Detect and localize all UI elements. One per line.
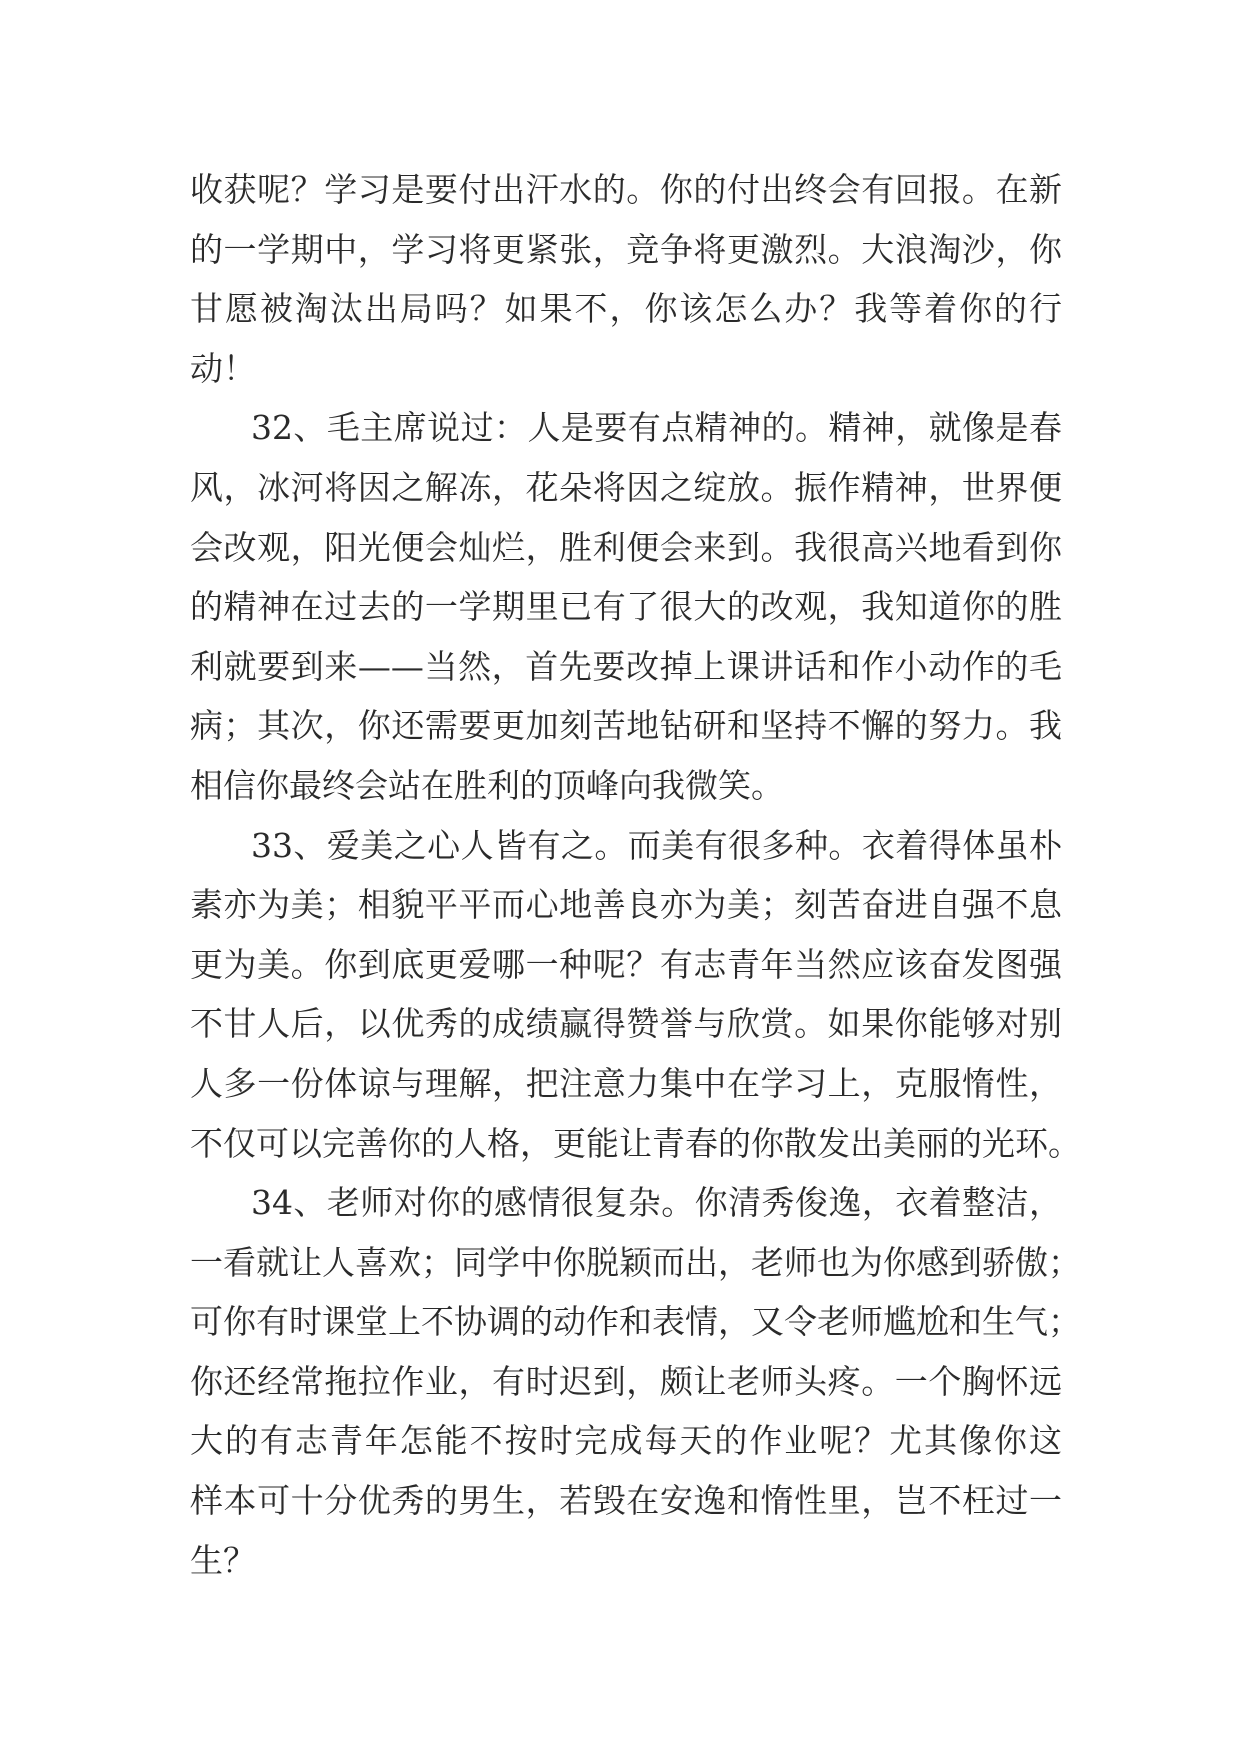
paragraph-32-first-line: 32、毛主席说过：人是要有点精神的。精神，就像是春 <box>251 408 1062 448</box>
text-line: 病；其次，你还需要更加刻苦地钻研和坚持不懈的努力。我 <box>190 706 1062 746</box>
text-line: 会改观，阳光便会灿烂，胜利便会来到。我很高兴地看到你 <box>190 527 1062 567</box>
text-line: 素亦为美；相貌平平而心地善良亦为美；刻苦奋进自强不息 <box>190 885 1062 925</box>
body-text <box>190 160 1081 1590</box>
text-line: 甘愿被淘汰出局吗？如果不，你该怎么办？我等着你的行 <box>190 289 1062 329</box>
text-line: 收获呢？学习是要付出汗水的。你的付出终会有回报。在新 <box>190 170 1062 209</box>
text-line: 利就要到来——当然，首先要改掉上课讲话和作小动作的毛 <box>190 646 1062 686</box>
text-line: 更为美。你到底更爱哪一种呢？有志青年当然应该奋发图强 <box>190 944 1062 984</box>
text-line: 样本可十分优秀的男生，若毁在安逸和惰性里，岂不枉过一 <box>190 1481 1062 1521</box>
text-line: 不仅可以完善你的人格，更能让青春的你散发出美丽的光环。 <box>190 1123 1081 1163</box>
text-line: 生？ <box>190 1540 256 1580</box>
text-line: 的精神在过去的一学期里已有了很大的改观，我知道你的胜 <box>190 587 1062 627</box>
text-line: 可你有时课堂上不协调的动作和表情，又令老师尴尬和生气； <box>190 1302 1081 1342</box>
text-line: 风，冰河将因之解冻，花朵将因之绽放。振作精神，世界便 <box>190 467 1062 507</box>
text-line: 相信你最终会站在胜利的顶峰向我微笑。 <box>190 765 784 805</box>
text-line: 大的有志青年怎能不按时完成每天的作业呢？尤其像你这 <box>190 1421 1062 1461</box>
text-line: 人多一份体谅与理解，把注意力集中在学习上，克服惰性， <box>190 1063 1062 1103</box>
text-line: 不甘人后，以优秀的成绩赢得赞誉与欣赏。如果你能够对别 <box>190 1004 1062 1044</box>
text-line: 一看就让人喜欢；同学中你脱颖而出，老师也为你感到骄傲； <box>190 1242 1081 1282</box>
text-line: 的一学期中，学习将更紧张，竞争将更激烈。大浪淘沙，你 <box>190 229 1062 269</box>
paragraph-33-first-line: 33、爱美之心人皆有之。而美有很多种。衣着得体虽朴 <box>251 825 1062 865</box>
paragraph-34-first-line: 34、老师对你的感情很复杂。你清秀俊逸，衣着整洁， <box>251 1183 1062 1223</box>
text-line: 你还经常拖拉作业，有时迟到，颇让老师头疼。一个胸怀远 <box>190 1361 1062 1401</box>
text-line: 动！ <box>190 348 256 388</box>
